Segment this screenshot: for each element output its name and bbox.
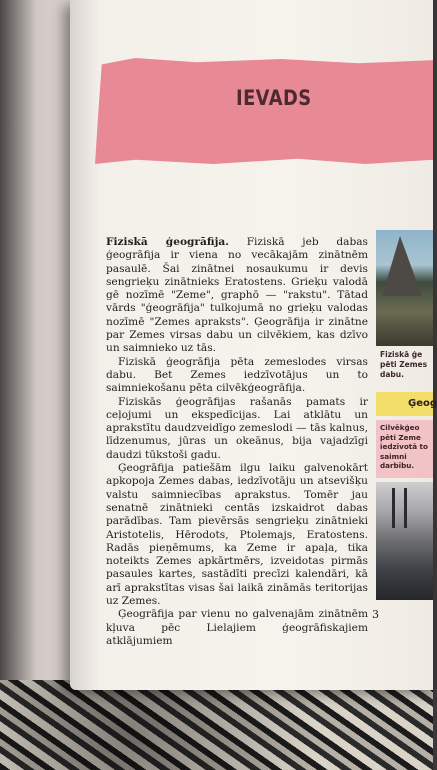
page-number: 3 bbox=[372, 608, 379, 621]
paragraph-4: Ģeogrāfija patiešām ilgu laiku galvenokārt apkopoja Zemes dabas, iedzīvotāju un atsevišķu valstu saimniecības aprakstus. Tomēr jau senatnē zinātnieki centās izskaidrot dabas parādības. Tam pievērsās sengrieķu zinātnieki Aristotelis, Hērodots, Ptolemajs, Eratostens. Radās pieņēmums, ka Zeme ir apaļa, tika noteikts Zemes apkārtmērs, izveidotas pirmās pasaules kartes, sastādīti precīzi kalendāri, kā arī aprakstītas visas šai laikā zināmās teritorijas uz Zemes. bbox=[106, 462, 368, 608]
chimney-shape bbox=[404, 488, 407, 528]
body-text bbox=[106, 236, 368, 648]
chapter-title: IEVADS bbox=[236, 86, 312, 110]
paragraph-3: Fiziskās ģeogrāfijas rašanās pamats ir ceļojumi un ekspedīcijas. Lai atklātu un aprakstītu daudzveidīgo zemeslodi — tās kalnus, līdzenumus, jūras un okeānus, bija vajadzīgi daudzi tūkstoši gadu. bbox=[106, 395, 368, 461]
title-banner bbox=[95, 58, 433, 164]
paragraph-2: Fiziskā ģeogrāfija pēta zemeslodes virsas dabu. Bet Zemes iedzīvotājus un to saimniekošanu pēta cilvēkģeogrāfija. bbox=[106, 355, 368, 395]
sidebar-caption-human: Cilvēkģeo pēti Zeme iedzīvotā to saimni darbību. bbox=[380, 423, 428, 471]
chimney-shape bbox=[392, 488, 395, 528]
paragraph-5: Ģeogrāfija par vienu no galvenajām zinātnēm kļuva pēc Lielajiem ģeogrāfiskajiem atklājumiem bbox=[106, 608, 368, 647]
mountain-shape bbox=[382, 236, 422, 296]
sidebar-heading: Ģeog bbox=[408, 398, 437, 409]
paragraph-1: Fiziskā ģeogrāfija. Fiziskā jeb dabas ģeogrāfija ir viena no vecākajām zinātnēm pasaulē. Šai zinātnei nosaukumu ir devis sengrieķu zinātnieks Eratostens. Grieķu valodā gē nozīmē "Zeme", graphō — "rakstu". Tātad vārds "ģeogrāfija" tulkojumā no grieķu valodas nozīmē "Zemes apraksts". Ģeogrāfija ir zinātne par Zemes virsas dabu un cilvēkiem, kas dzīvo un saimnieko uz tās. bbox=[106, 236, 368, 355]
sidebar-caption-physical: Fiziskā ģe pēti Zemes dabu. bbox=[380, 350, 428, 379]
fabric-background bbox=[0, 680, 433, 770]
lead-term: Fiziskā ģeogrāfija. bbox=[106, 236, 229, 248]
